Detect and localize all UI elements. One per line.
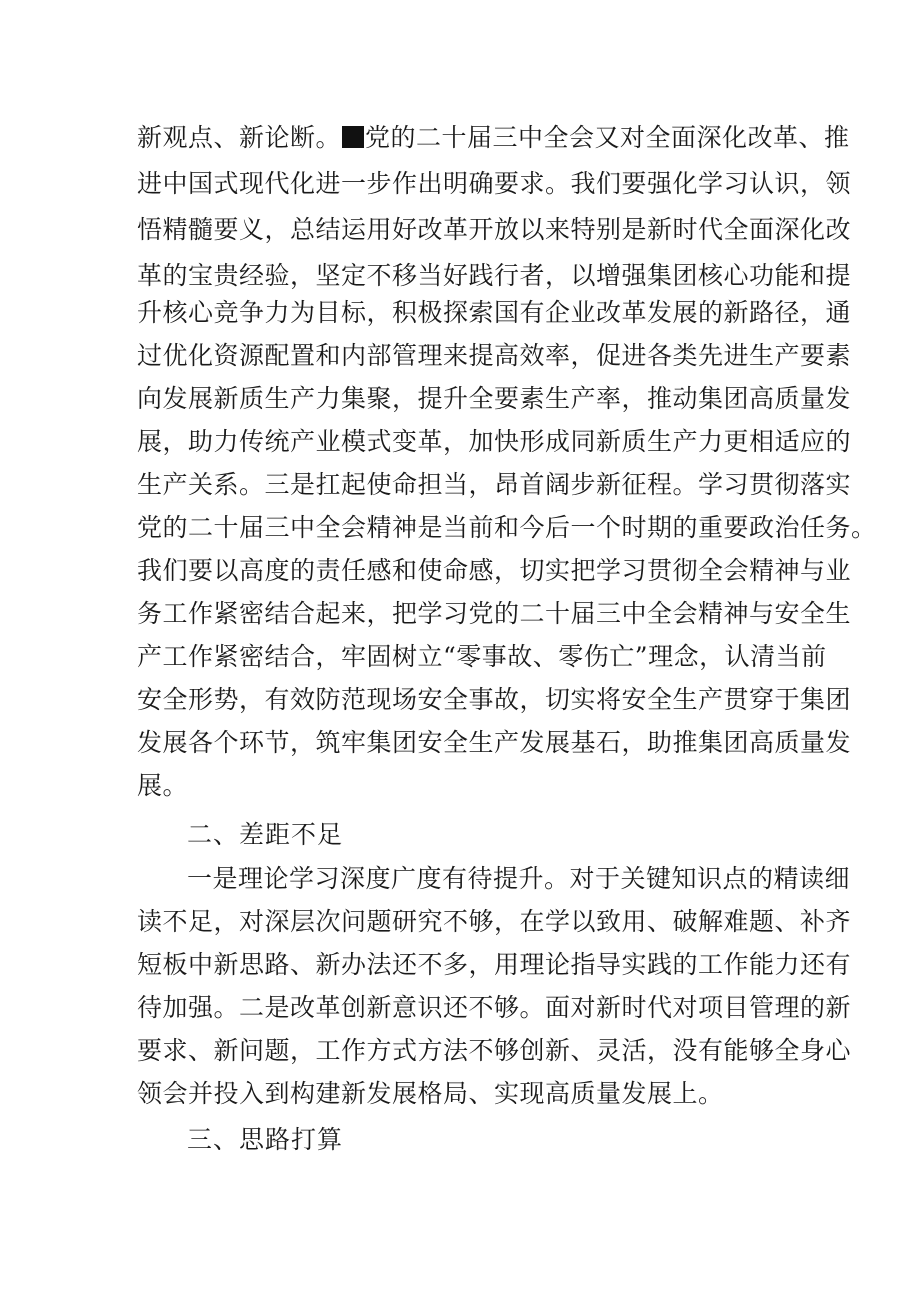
- text-line: 生产关系。三是扛起使命担当，昂首阔步新征程。学习贯彻落实: [137, 470, 852, 499]
- text-line: 发展各个环节，筑牢集团安全生产发展基石，助推集团高质量发: [137, 728, 852, 757]
- text-line: 产工作紧密结合，牢固树立“零事故、零伤亡”理念，认清当前: [137, 642, 827, 671]
- text-line: [137, 123, 850, 153]
- text-line: 一是理论学习深度广度有待提升。对于关键知识点的精读细: [187, 864, 851, 893]
- text-line: 升核心竞争力为目标，积极探索国有企业改革发展的新路径，通: [137, 298, 852, 327]
- text-fragment: 新观点、新论断。: [137, 123, 342, 152]
- text-line: 展，助力传统产业模式变革，加快形成同新质生产力更相适应的: [137, 427, 852, 456]
- text-line: 过优化资源配置和内部管理来提高效率，促进各类先进生产要素: [137, 341, 852, 370]
- text-line: 革的宝贵经验，坚定不移当好践行者，以增强集团核心功能和提: [137, 261, 852, 290]
- redaction-block: [342, 126, 364, 148]
- text-line: 悟精髓要义，总结运用好改革开放以来特别是新时代全面深化改: [137, 215, 852, 244]
- text-line: 党的二十届三中全会精神是当前和今后一个时期的重要政治任务。: [137, 513, 877, 542]
- text-fragment: 党的二十届三中全会又对全面深化改革、推: [365, 123, 850, 152]
- text-line: 短板中新思路、新办法还不多，用理论指导实践的工作能力还有: [137, 950, 852, 979]
- text-line: 进中国式现代化进一步作出明确要求。我们要强化学习认识，领: [137, 169, 852, 198]
- text-line: 读不足，对深层次问题研究不够，在学以致用、破解难题、补齐: [137, 907, 852, 936]
- text-line: 展。: [137, 771, 189, 800]
- section-heading: 三、思路打算: [187, 1125, 344, 1154]
- section-heading: 二、差距不足: [187, 820, 344, 849]
- text-line: 我们要以高度的责任感和使命感，切实把学习贯彻全会精神与业: [137, 556, 852, 585]
- text-line: 待加强。二是改革创新意识还不够。面对新时代对项目管理的新: [137, 993, 852, 1022]
- text-line: 领会并投入到构建新发展格局、实现高质量发展上。: [137, 1079, 724, 1108]
- text-line: 安全形势，有效防范现场安全事故，切实将安全生产贯穿于集团: [137, 685, 852, 714]
- text-line: 务工作紧密结合起来，把学习党的二十届三中全会精神与安全生: [137, 599, 852, 628]
- text-line: 要求、新问题，工作方式方法不够创新、灵活，没有能够全身心: [137, 1036, 852, 1065]
- text-line: 向发展新质生产力集聚，提升全要素生产率，推动集团高质量发: [137, 384, 852, 413]
